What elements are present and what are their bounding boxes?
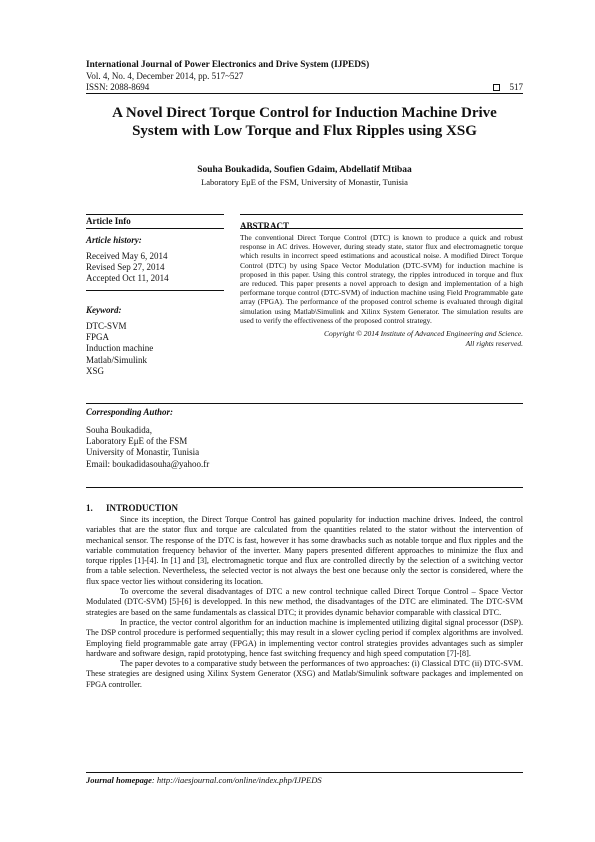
homepage-link[interactable]: : http://iaesjournal.com/online/index.php/IJPEDS: [151, 775, 322, 785]
accepted-date: Accepted Oct 11, 2014: [86, 273, 169, 284]
introduction-body: [86, 515, 523, 690]
keyword-rule: [86, 403, 523, 404]
affiliation: Laboratory EμE of the FSM, University of Monastir, Tunisia: [201, 177, 408, 187]
journal-volume: Vol. 4, No. 4, December 2014, pp. 517~527: [86, 71, 244, 81]
section-heading-introduction: 1. INTRODUCTION: [86, 503, 179, 513]
article-info-heading-rule: [86, 228, 224, 229]
corresponding-heading: Corresponding Author:: [86, 407, 173, 417]
issn: ISSN: 2088-8694: [86, 82, 150, 92]
abstract-text: The conventional Direct Torque Control (DTC) is known to produce a quick and robust response in AC drives. However, during steady state, stator flux and electromagnetic torque which results in incorrect speed estimations and acoustical noise. A modified Direct Torque Control (DTC) by using Space Vector Modulation (DTC-SVM) for induction machine is proposed in this paper. Using this control strategy, the ripples introduced in torque and flux are reduced. This paper presents a novel approach to design and implementation of a high performane torque control (DTC-SVM) of induction machine using Field Programmable gate array (FPGA). The performance of the proposed control scheme is evaluated through digital simulation using Matlab\Simulink and Xilinx System Generator. The simulation results are used to verify the effectiveness of the proposed control strategy.: [240, 233, 523, 325]
corresponding-author: [86, 407, 386, 470]
footer-divider: [86, 772, 523, 773]
page-number: 517: [509, 82, 523, 92]
journal-name: International Journal of Power Electronics and Drive System (IJPEDS): [86, 60, 370, 70]
history-rule: [86, 290, 224, 291]
paragraph: The paper devotes to a comparative study between the performances of two approaches: (i) Classical DTC (ii) DTC-SVM. These strategies are designed using Xilinx System Generator (XSG) and Matlab/Simulink software packages and implemented on FPGA controller.: [86, 659, 523, 689]
keyword-item: FPGA: [86, 332, 110, 343]
title-line-1: A Novel Direct Torque Control for Induction Machine Drive: [112, 105, 497, 121]
keyword-item: XSG: [86, 365, 105, 376]
authors: Souha Boukadida, Soufien Gdaim, Abdellatif Mtibaa: [197, 165, 412, 175]
author-name: Souha Boukadida,: [86, 425, 152, 435]
paragraph: In practice, the vector control algorithm for an induction machine is implemented utilizing digital signal processor (DSP). The DSP control procedure is performed sequentially; this may result in a slower cycling period if complex algorithms are involved. Employing field programmable gate array (FPGA) in implementing vector control strategies provides advantages such as simpler hardware and software design, rapid prototyping, hence fast switching frequency and high speed computation [7]-[8].: [86, 617, 523, 658]
author-lab: Laboratory EμE of the FSM: [86, 436, 188, 447]
keyword-item: DTC-SVM: [86, 321, 127, 331]
author-email: Email: boukadidasouha@yahoo.fr: [86, 458, 210, 469]
article-history: [86, 235, 224, 285]
square-icon: [493, 84, 500, 91]
article-info-heading: Article Info: [86, 216, 131, 226]
paragraph: Since its inception, the Direct Torque Control has gained popularity for induction machine drives. Indeed, the control variables that are the stator flux and torque are calculated from the quantities related to the stator without the intervention of mechanical sensor. The response of the DTC is fast, however it has some drawbacks such as notable torque and flux ripples and the variable commutation frequency behavior of the inverter. Many papers presented different approaches to minimize the flux and torque ripples [1]-[4]. In [1] and [3], electromagnetic torque and flux are controlled directly by the selection of a switching vector from a table selection. Nevertheless, the selected vector is not always the best one because only the sector is considered, where the flux space vector lies without considering its location.: [86, 515, 523, 586]
journal-homepage: Journal homepage: http://iaesjournal.com/online/index.php/IJPEDS: [86, 775, 322, 785]
abstract-body: [240, 233, 523, 349]
title-line-2: System with Low Torque and Flux Ripples using XSG: [132, 123, 477, 139]
keyword-item: Induction machine: [86, 343, 154, 354]
abstract-heading: ABSTRACT: [240, 221, 290, 231]
keyword-heading: Keyword:: [86, 305, 122, 315]
abstract-top-rule: [240, 214, 523, 215]
copyright: Copyright © 2014 Institute of Advanced Engineering and Science. All rights reserved.: [323, 329, 523, 349]
corresponding-rule: [86, 487, 523, 488]
keyword-item: Matlab/Simulink: [86, 354, 148, 365]
author-university: University of Monastir, Tunisia: [86, 447, 200, 458]
keywords: [86, 305, 224, 377]
paper-title: [86, 104, 523, 140]
revised-date: Revised Sep 27, 2014: [86, 262, 165, 273]
article-info-top-rule: [86, 214, 224, 215]
received-date: Received May 6, 2014: [86, 251, 168, 261]
paragraph: To overcome the several disadvantages of DTC a new control technique called Direct Torque Control – Space Vector Modulated (DTC-SVM) [5]-[6] is developped. In this new method, the disadvantages of the DTC are eliminated. The DTC-SVM strategies are based on the same fundamentals as classical DTC; it provides dynamic behavior comparable with classical DTC.: [86, 587, 523, 617]
header-divider: [86, 93, 523, 94]
issn-row: [86, 82, 523, 93]
history-heading: Article history:: [86, 235, 142, 245]
journal-header: [86, 60, 523, 93]
